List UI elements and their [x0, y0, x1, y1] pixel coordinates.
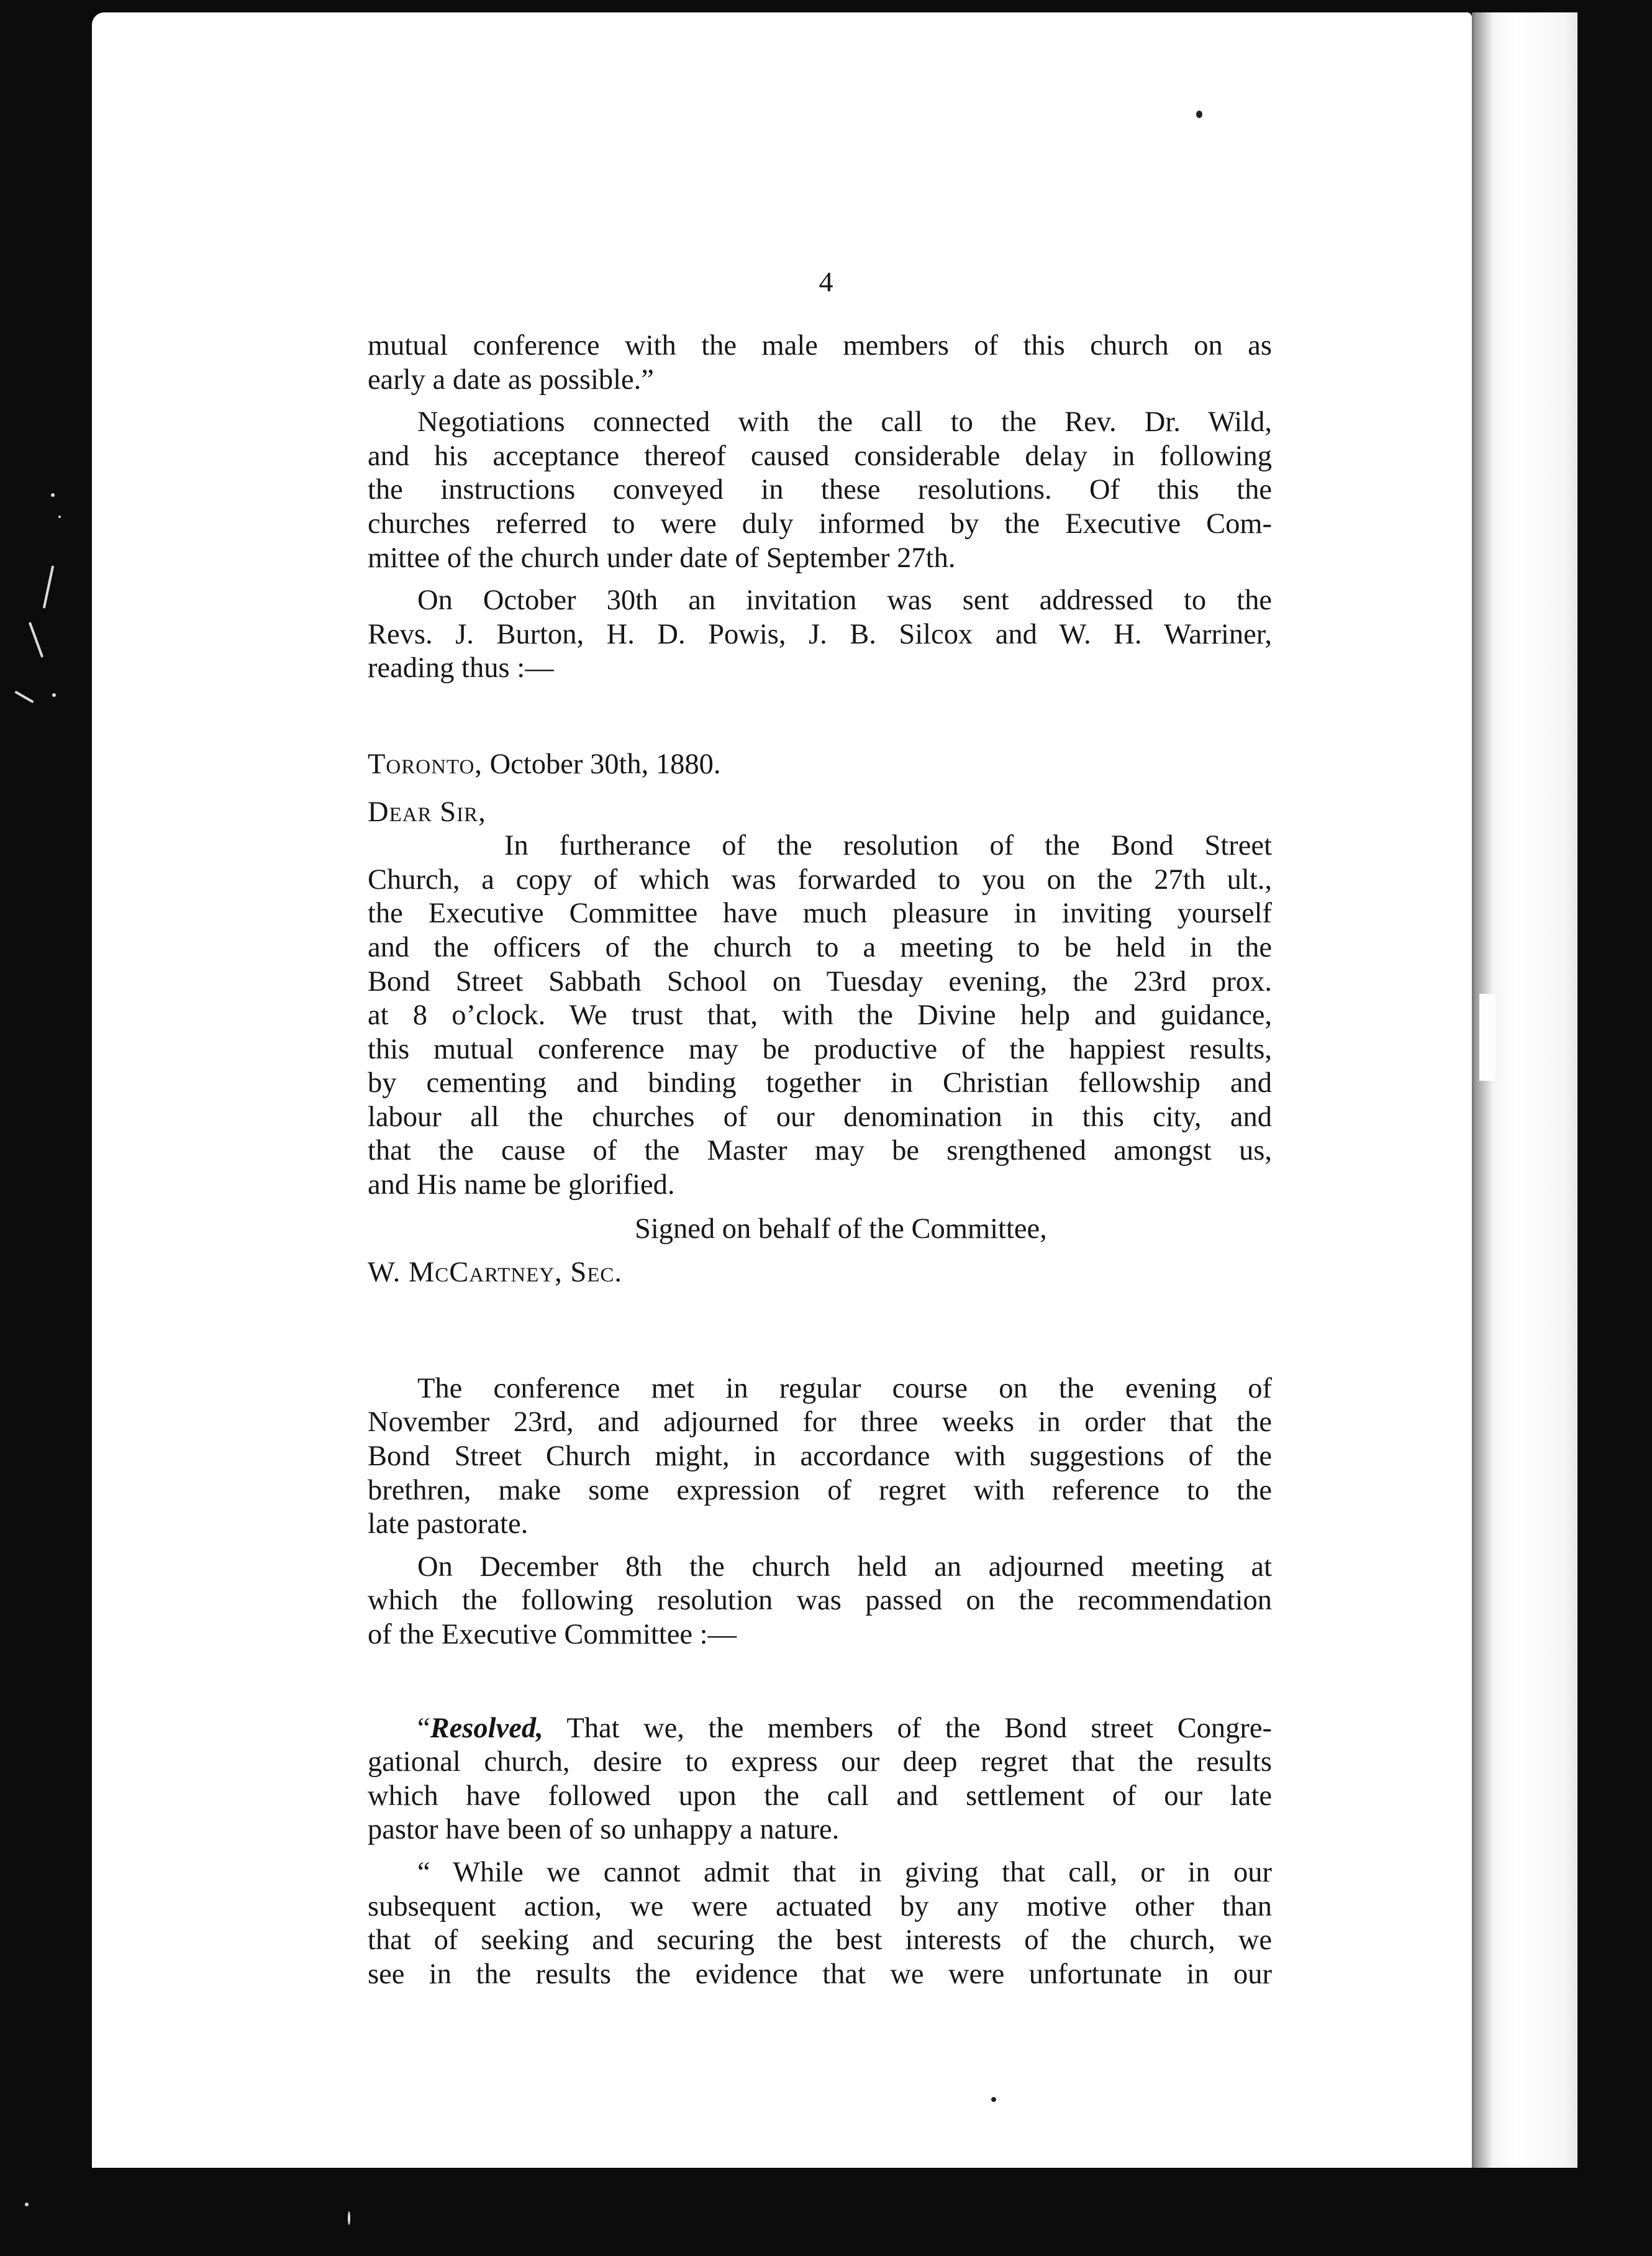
letter-body: [368, 829, 1272, 1203]
text-line: labour all the churches of our denomination in this city, and: [368, 1101, 1272, 1133]
text-line: subsequent action, we were actuated by any motive other than: [368, 1890, 1272, 1922]
text-line: Church, a copy of which was forwarded to you on the 27th ult.,: [368, 863, 1272, 896]
paragraph-while: [368, 1856, 1272, 1991]
text-line: the Executive Committee have much pleasure in inviting yourself: [368, 898, 1272, 930]
page-number: 4: [819, 266, 833, 298]
text-line: [368, 1712, 1272, 1746]
paragraph-continuation: [368, 329, 1272, 397]
text-line: The conference met in regular course on the evening of: [417, 1372, 1272, 1404]
text-line: brethren, make some expression of regret with reference to the: [368, 1474, 1272, 1506]
letter-signatory: [368, 1256, 1272, 1290]
resolution-first-line-rest: That we, the members of the Bond street Congre-: [543, 1712, 1272, 1744]
text-line: and His name be glorified.: [368, 1169, 675, 1201]
text-line: which the following resolution was passed on the recommendation: [368, 1585, 1272, 1617]
scan-speck: [1196, 111, 1202, 118]
text-line: reading thus :—: [368, 652, 554, 685]
letter-place: Toronto,: [368, 748, 483, 780]
text-line: On October 30th an invitation was sent addressed to the: [417, 584, 1272, 617]
text-line: at 8 o’clock. We trust that, with the Divine help and guidance,: [368, 999, 1272, 1032]
text-line: the instructions conveyed in these resolutions. Of this the: [368, 474, 1272, 506]
text-line: this mutual conference may be productive of the happiest results,: [368, 1033, 1272, 1065]
text-line: by cementing and binding together in Christian fellowship and: [368, 1067, 1272, 1099]
page-edge-shadow: [1472, 12, 1577, 2168]
text-line: Negotiations connected with the call to the Rev. Dr. Wild,: [417, 406, 1272, 439]
text-line: Bond Street Sabbath School on Tuesday evening, the 23rd prox.: [368, 965, 1272, 998]
text-line: “ While we cannot admit that in giving that call, or in our: [417, 1856, 1272, 1888]
letter-dateline: [368, 748, 1272, 782]
text-line: In furtherance of the resolution of the Bond Street: [504, 830, 1272, 862]
open-quote: “: [417, 1712, 430, 1744]
text-line: November 23rd, and adjourned for three weeks in order that the: [368, 1406, 1272, 1439]
text-line: see in the results the evidence that we were unfortunate in our: [368, 1958, 1272, 1990]
text-line: and the officers of the church to a meeting to be held in the: [368, 931, 1272, 963]
text-line: that the cause of the Master may be srengthened amongst us,: [368, 1135, 1272, 1167]
text-line: gational church, desire to express our deep regret that the results: [368, 1746, 1272, 1778]
letter-date: October 30th, 1880.: [489, 748, 721, 780]
text-line: that of seeking and securing the best interests of the church, we: [368, 1924, 1272, 1957]
text-line: late pastorate.: [368, 1508, 529, 1540]
text-line: pastor have been of so unhappy a nature.: [368, 1814, 840, 1846]
text-line: mutual conference with the male members of this church on as: [368, 330, 1272, 362]
letter-salutation: Dear Sir,: [368, 796, 486, 828]
paragraph-negotiations: [368, 406, 1272, 575]
body-text: [368, 329, 1272, 1991]
text-line: Revs. J. Burton, H. D. Powis, J. B. Silcox and W. H. Warriner,: [368, 618, 1272, 650]
text-line: early a date as possible.”: [368, 363, 654, 396]
paragraph-conference: [368, 1372, 1272, 1542]
scan-speck: [991, 2097, 996, 2102]
text-line: of the Executive Committee :—: [368, 1619, 737, 1650]
text-line: which have followed upon the call and settlement of our late: [368, 1780, 1272, 1812]
resolved-word: Resolved,: [430, 1712, 543, 1744]
paragraph-invitation: [368, 584, 1272, 686]
signatory-name: W. McCartney, Sec.: [368, 1257, 622, 1289]
text-line: Bond Street Church might, in accordance with suggestions of the: [368, 1440, 1272, 1473]
text-line: On December 8th the church held an adjourned meeting at: [417, 1550, 1272, 1583]
text-line: and his acceptance thereof caused considerable delay in following: [368, 440, 1272, 472]
text-line: mittee of the church under date of September 27th.: [368, 542, 956, 574]
letter-signed-line: Signed on behalf of the Committee,: [635, 1212, 1047, 1245]
page-edge-tear: [1479, 994, 1495, 1081]
text-line: churches referred to were duly informed by the Executive Com-: [368, 507, 1272, 540]
paragraph-december: [368, 1550, 1272, 1652]
paragraph-resolution: [368, 1712, 1272, 1847]
